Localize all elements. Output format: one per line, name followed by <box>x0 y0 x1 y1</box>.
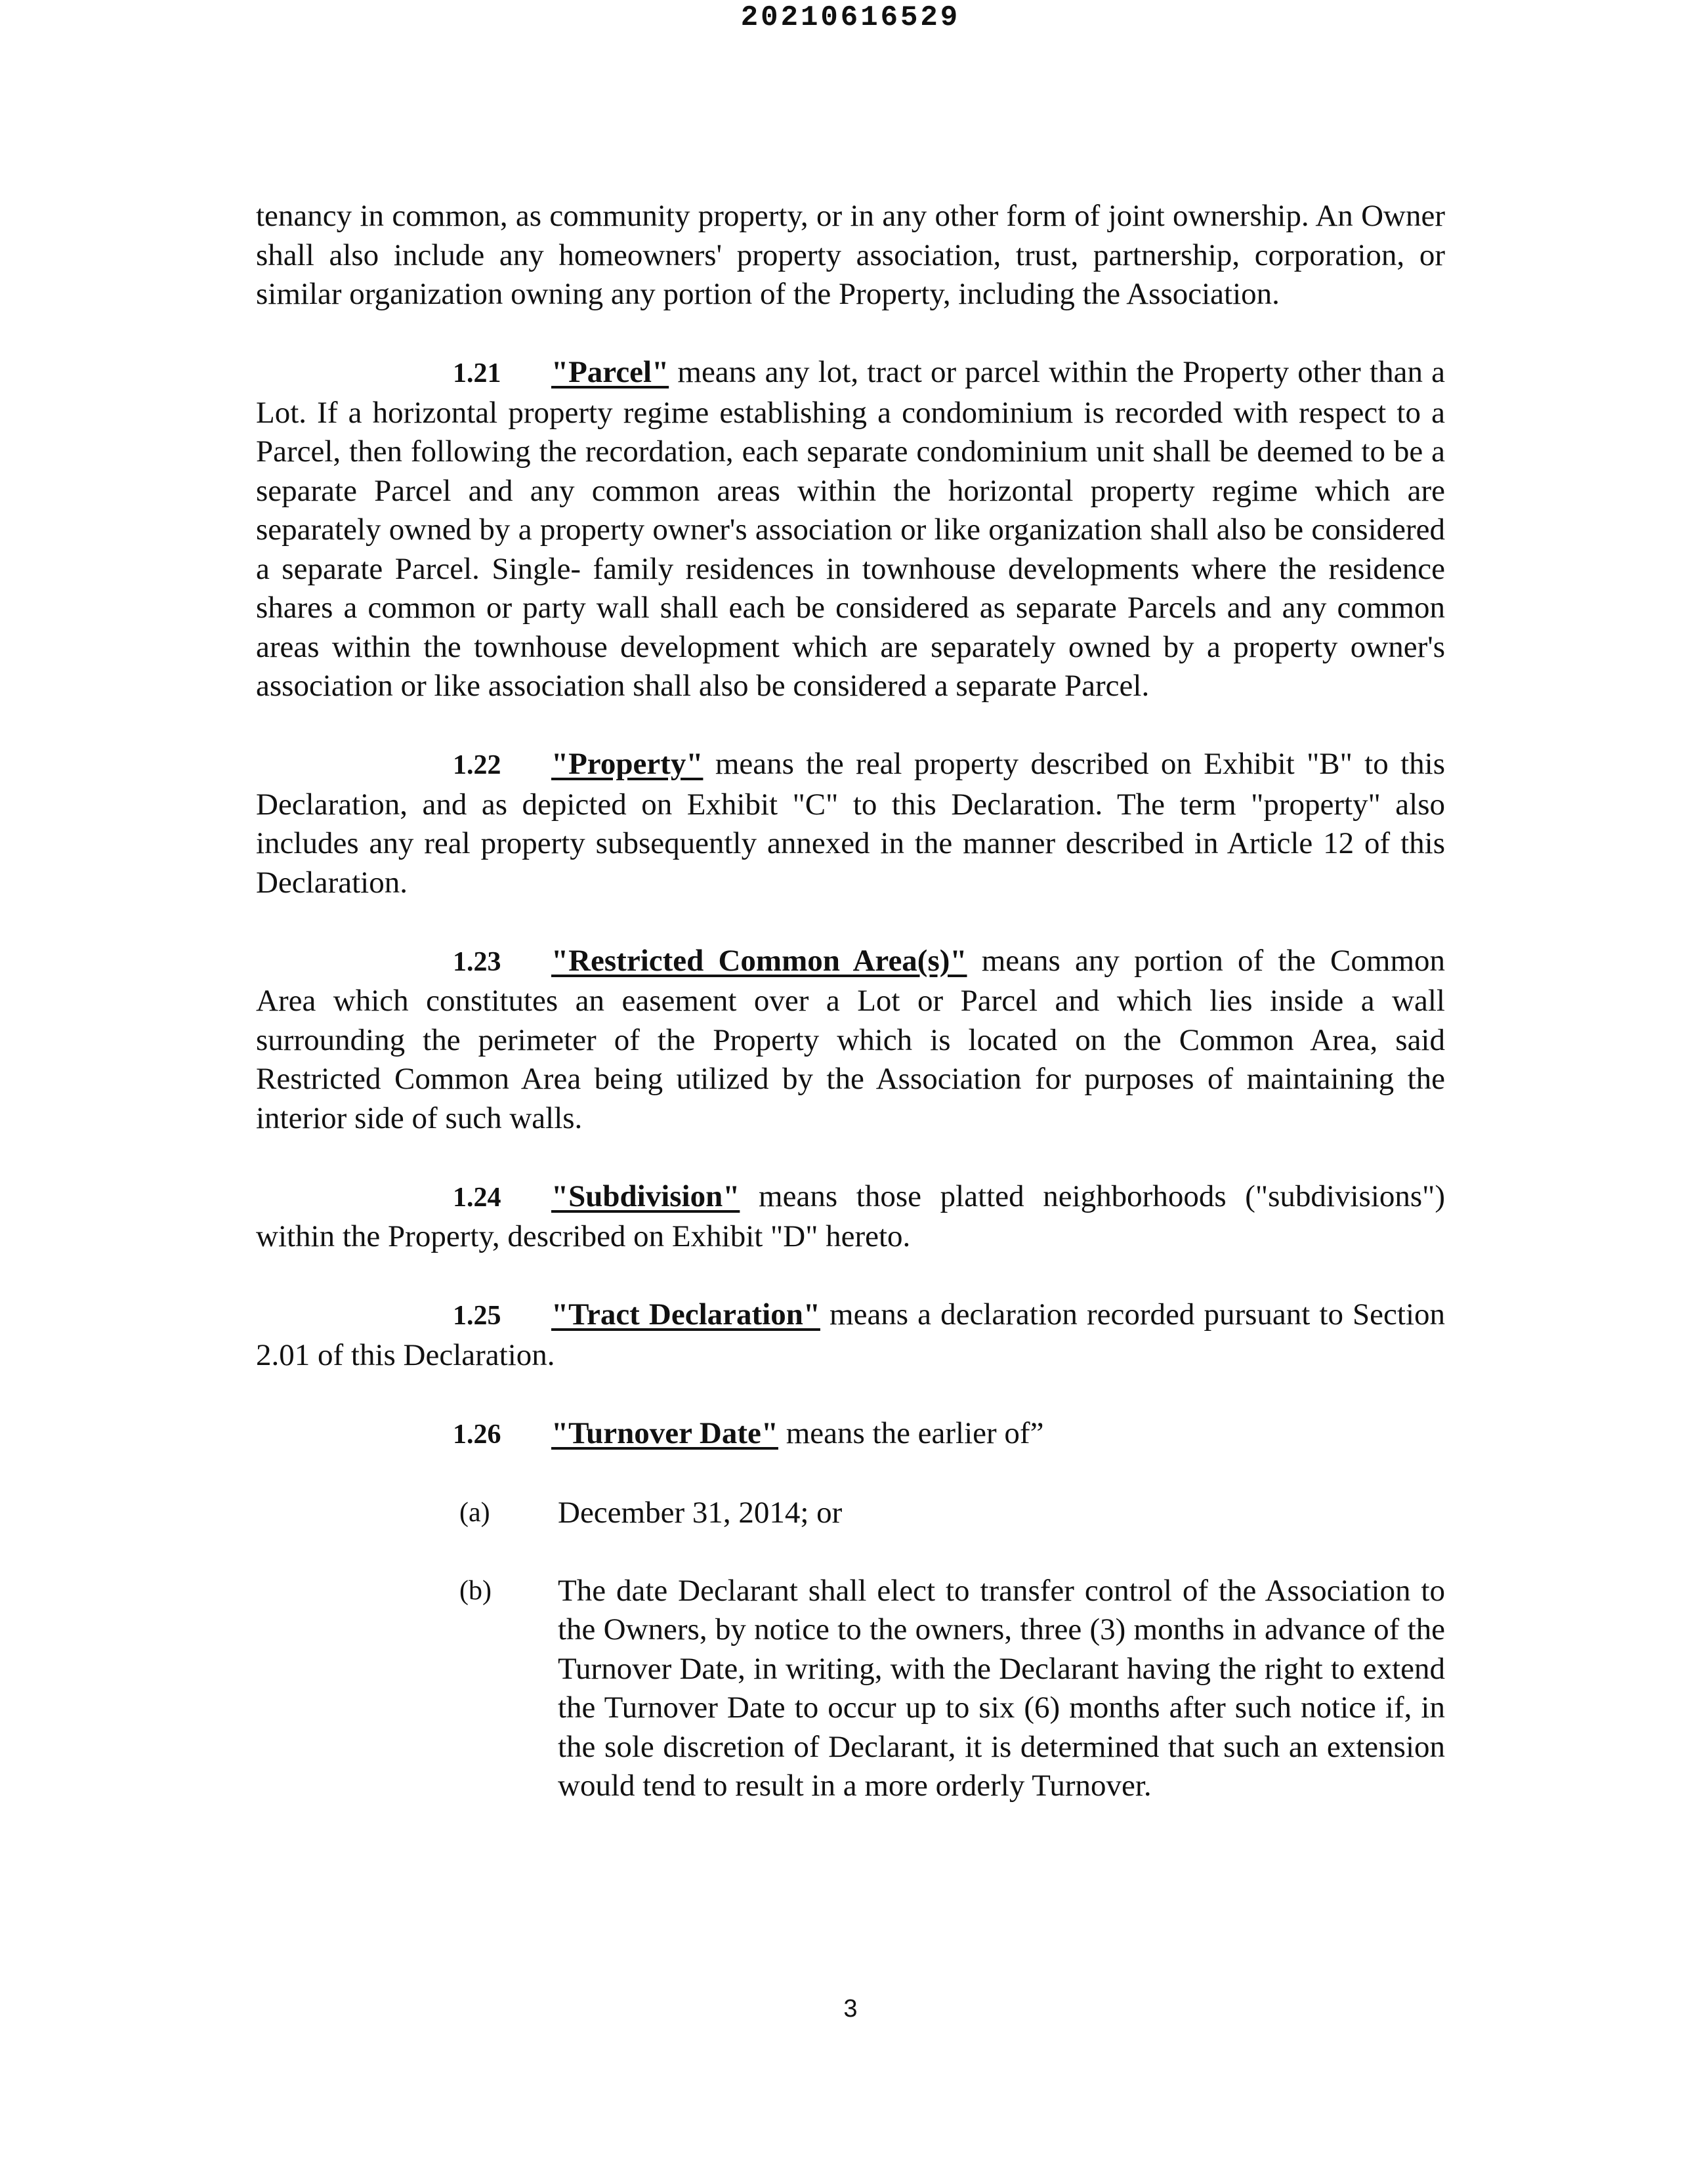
defined-term: "Property" <box>551 747 704 781</box>
section-1-25 <box>256 1295 1445 1375</box>
section-number: 1.23 <box>453 946 501 977</box>
item-text: December 31, 2014; or <box>558 1495 843 1530</box>
section-number: 1.26 <box>453 1419 501 1450</box>
defined-term: "Restricted Common Area(s)" <box>551 943 967 978</box>
turnover-item-b <box>256 1572 1445 1806</box>
definition-text: means any portion of the Common Area which constitutes an easement over a Lot or Parcel and which lies inside a wall surrounding the perimeter of the Property which is located on the Common Area, said Restricted Common Area being utilized by the Association for purposes of maintaining the interior side of such walls. <box>256 943 1446 1135</box>
section-1-26 <box>256 1414 1445 1455</box>
page-number: 3 <box>843 1995 858 2023</box>
document-number: 20210616529 <box>740 1 961 34</box>
section-1-23 <box>256 942 1445 1139</box>
intro-paragraph: tenancy in common, as community property, or in any other form of joint ownership. An Owner shall also include any homeowners' property association, trust, partnership, corporation, or similar organization owning any portion of the Property, including the Association. <box>256 199 1445 311</box>
section-number: 1.22 <box>453 750 501 780</box>
definition-text: means any lot, tract or parcel within the Property other than a Lot. If a horizontal property regime establishing a condominium is recorded with respect to a Parcel, then following the recordation, each separate condominium unit shall be deemed to be a separate Parcel and any common areas within the horizontal property regime which are separately owned by a property owner's association or like organization shall also be considered a separate Parcel. Single- family residences in townhouse developments where the residence shares a common or party wall shall each be considered as separate Parcels and any common areas within the townhouse development which are separately owned by a property owner's association or like association shall also be considered a separate Parcel. <box>256 355 1446 703</box>
document-body <box>256 197 1445 1845</box>
defined-term: "Subdivision" <box>551 1179 740 1213</box>
item-text: The date Declarant shall elect to transfer control of the Association to the Owners, by notice to the owners, three (3) months in advance of the Turnover Date, in writing, with the Declarant having the right to extend the Turnover Date to occur up to six (6) months after such notice if, in the sole discretion of Declarant, it is determined that such an extension would tend to result in a more orderly Turnover. <box>558 1573 1445 1803</box>
section-1-24 <box>256 1177 1445 1257</box>
section-number: 1.24 <box>453 1182 501 1213</box>
definition-text: means a declaration recorded pursuant to Section 2.01 of this Declaration. <box>256 1297 1446 1372</box>
section-1-21 <box>256 353 1445 706</box>
definition-text: means the real property described on Exhibit "B" to this Declaration, and as depicted on Exhibit "C" to this Declaration. The term "property" also includes any real property subsequently annexed in the manner described in Article 12 of this Declaration. <box>256 747 1446 900</box>
definition-text: means those platted neighborhoods ("subdivisions") within the Property, described on Exhibit "D" hereto. <box>256 1179 1446 1253</box>
item-label: (a) <box>459 1497 490 1528</box>
section-number: 1.21 <box>453 358 501 388</box>
defined-term: "Tract Declaration" <box>551 1297 820 1332</box>
section-number: 1.25 <box>453 1301 501 1331</box>
defined-term: "Parcel" <box>551 355 669 389</box>
turnover-item-a <box>256 1494 1445 1533</box>
defined-term: "Turnover Date" <box>551 1416 778 1450</box>
item-label: (b) <box>459 1575 492 1606</box>
definition-text: means the earlier of” <box>786 1416 1044 1450</box>
section-1-22 <box>256 745 1445 902</box>
